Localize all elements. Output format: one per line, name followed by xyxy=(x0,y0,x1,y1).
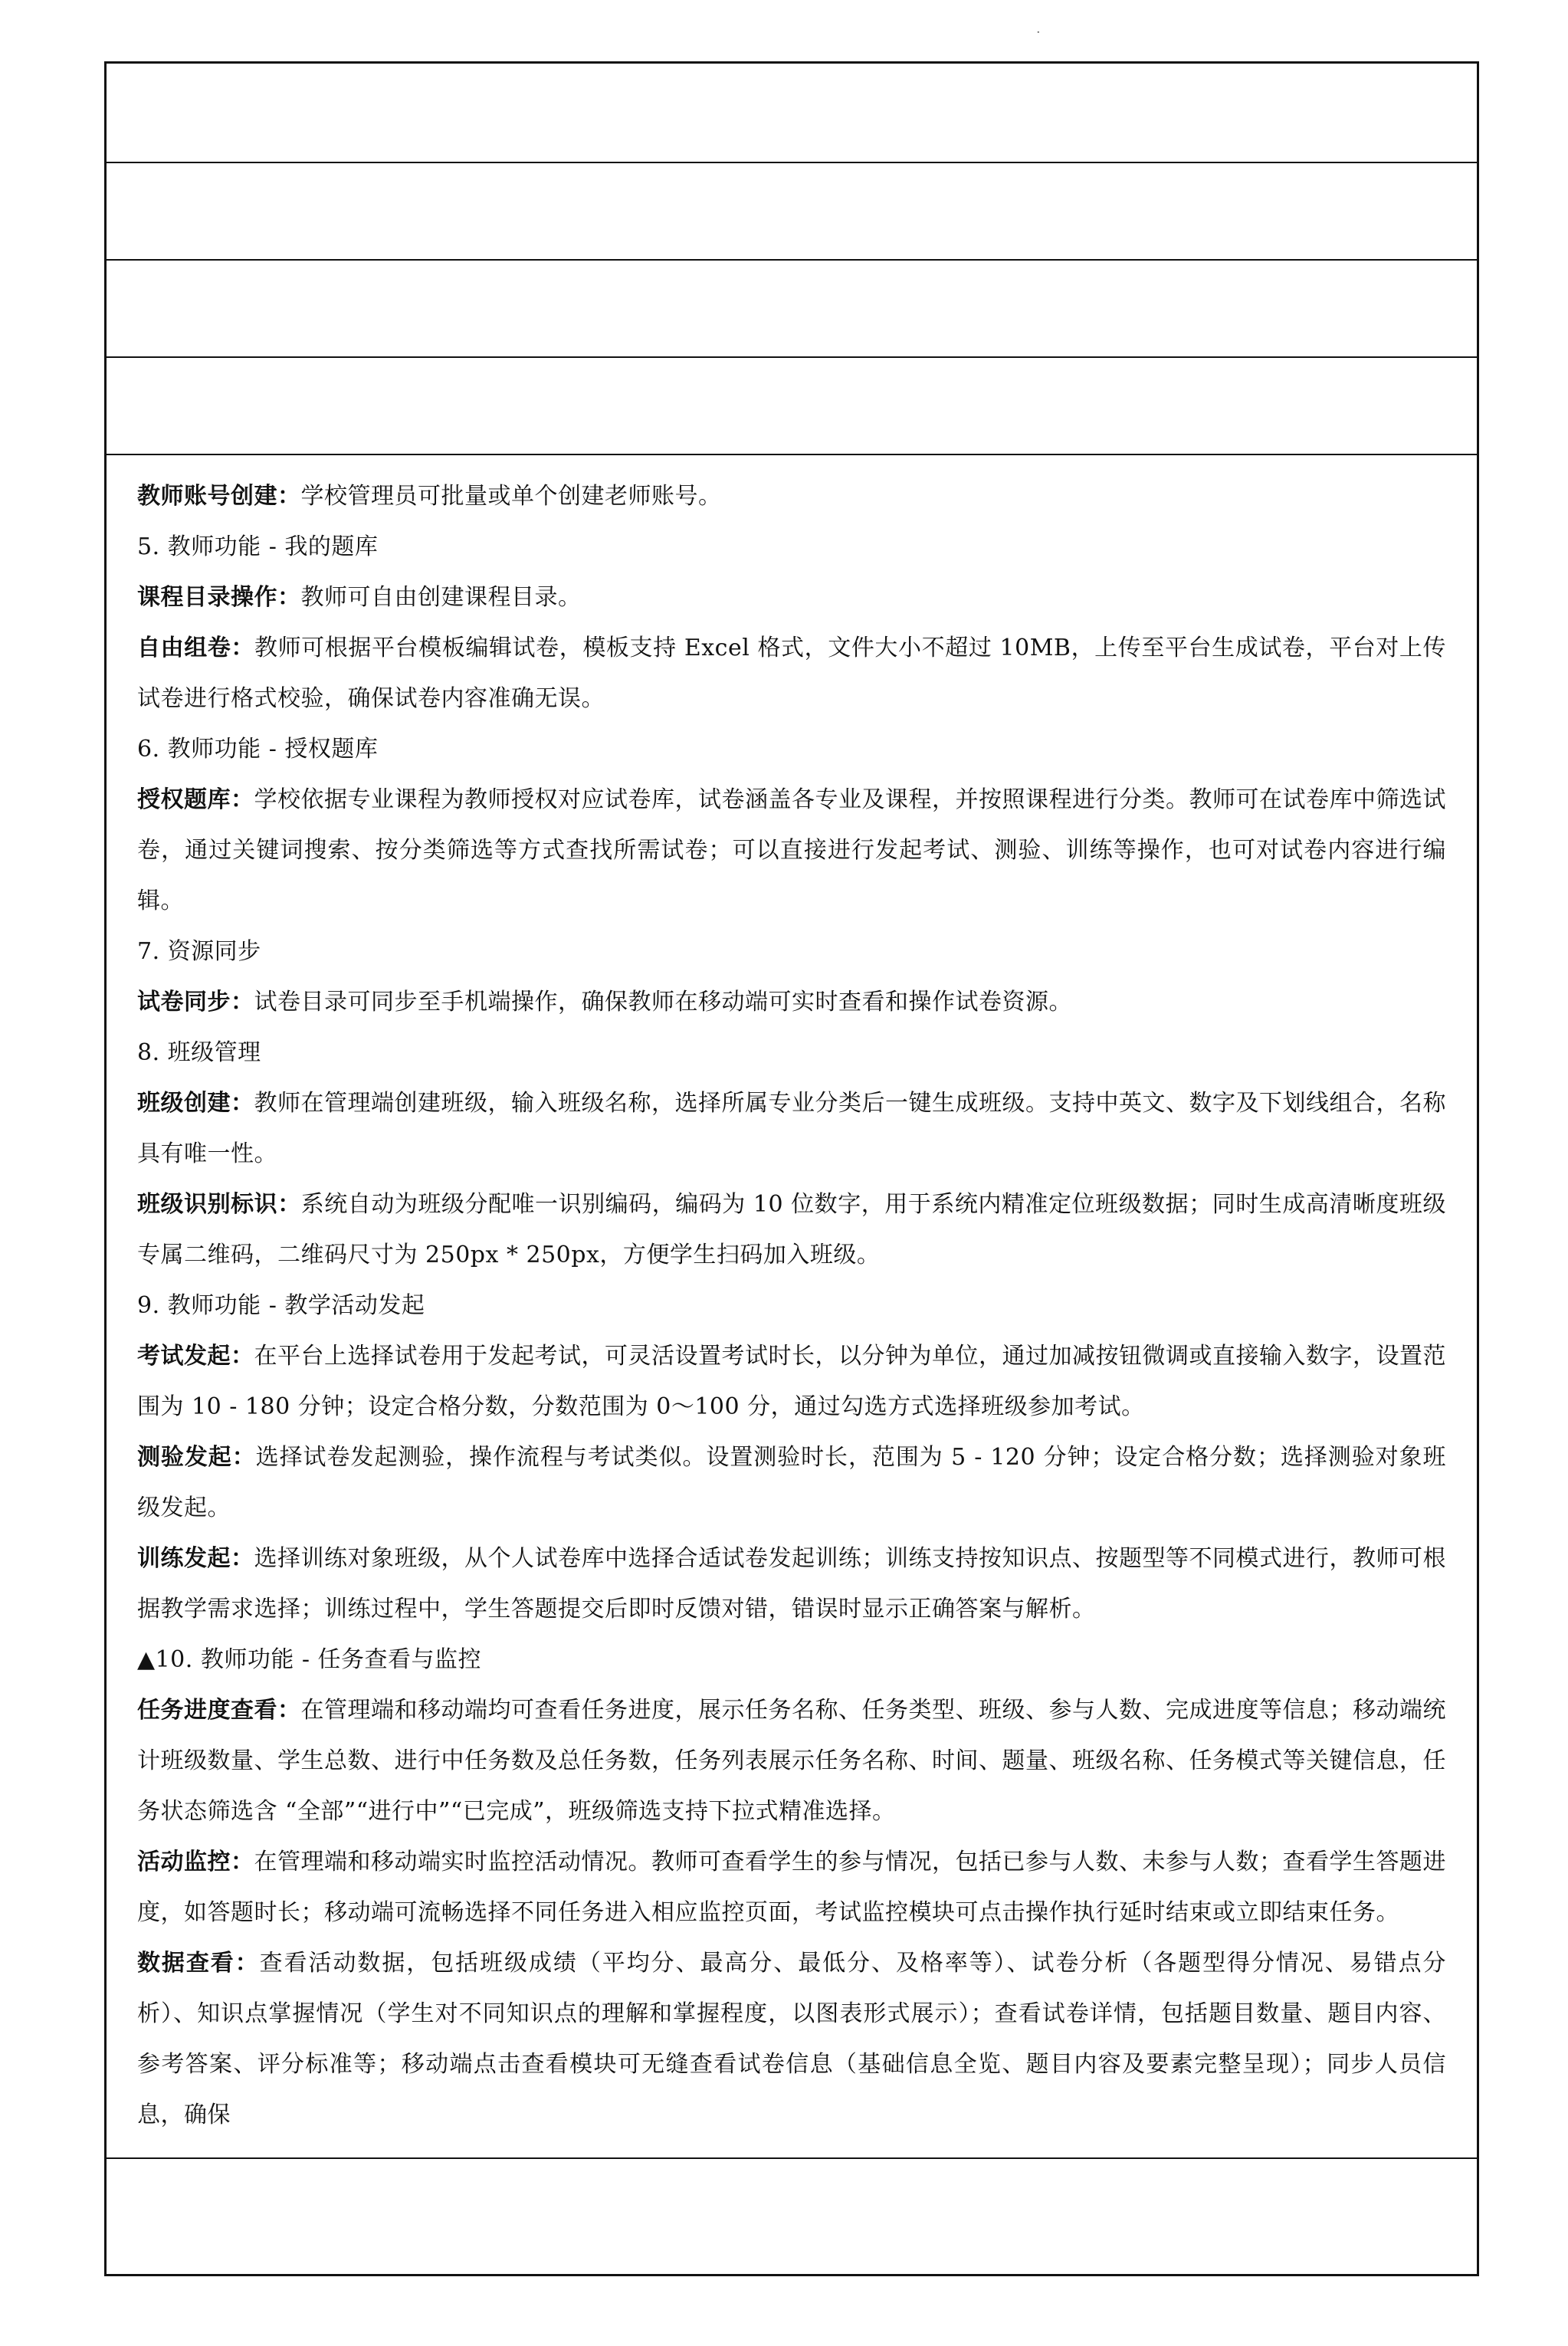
empty-rows xyxy=(107,64,1477,451)
footer-row xyxy=(107,2157,1477,2274)
paragraph xyxy=(137,1938,1446,2141)
scan-mark: · xyxy=(1036,25,1041,41)
section-heading xyxy=(137,522,1446,573)
paragraph xyxy=(137,573,1446,623)
paragraph-text: 学校依据专业课程为教师授权对应试卷库，试卷涵盖各专业及课程，并按照课程进行分类。教师可在试卷库中筛选试卷，通过关键词搜索、按分类筛选等方式查找所需试卷；可以直接进行发起考试、测验、训练等操作，也可对试卷内容进行编辑。 xyxy=(137,786,1446,914)
paragraph xyxy=(137,977,1446,1028)
paragraph-text: ▲10. 教师功能 - 任务查看与监控 xyxy=(137,1646,482,1673)
paragraph-label: 训练发起： xyxy=(137,1545,254,1572)
section-heading xyxy=(137,1028,1446,1078)
paragraph-label: 任务进度查看： xyxy=(137,1697,301,1724)
paragraph-label: 数据查看： xyxy=(137,1950,260,1977)
paragraph-label: 试卷同步： xyxy=(137,989,254,1016)
content-cell xyxy=(107,451,1477,2159)
paragraph-label: 测验发起： xyxy=(137,1444,256,1471)
paragraph-label: 授权题库： xyxy=(137,786,254,813)
paragraph-text: 在平台上选择试卷用于发起考试，可灵活设置考试时长，以分钟为单位，通过加减按钮微调或直接输入数字，设置范围为 10 - 180 分钟；设定合格分数，分数范围为 0～100 分，通过勾选方式选择班级参加考试。 xyxy=(137,1343,1446,1420)
paragraph-text: 查看活动数据，包括班级成绩（平均分、最高分、最低分、及格率等）、试卷分析（各题型得分情况、易错点分析）、知识点掌握情况（学生对不同知识点的理解和掌握程度，以图表形式展示）；查看试卷详情，包括题目数量、题目内容、参考答案、评分标准等；移动端点击查看模块可无缝查看试卷信息（基础信息全览、题目内容及要素完整呈现）；同步人员信息，确保 xyxy=(137,1950,1447,2128)
empty-row xyxy=(107,64,1477,163)
paragraph-text: 在管理端和移动端均可查看任务进度，展示任务名称、任务类型、班级、参与人数、完成进度等信息；移动端统计班级数量、学生总数、进行中任务数及总任务数，任务列表展示任务名称、时间、题量、班级名称、任务模式等关键信息，任务状态筛选含 “全部”“进行中”“已完成”，班级筛选支持下拉式精准选择。 xyxy=(137,1697,1446,1825)
paragraph-label: 自由组卷： xyxy=(137,635,254,661)
paragraph-label: 班级创建： xyxy=(137,1090,254,1117)
empty-row xyxy=(107,261,1477,358)
paragraph-text: 5. 教师功能 - 我的题库 xyxy=(137,533,379,560)
paragraph xyxy=(137,1685,1446,1837)
paragraph-label: 教师账号创建： xyxy=(137,483,301,510)
paragraph-text: 教师在管理端创建班级，输入班级名称，选择所属专业分类后一键生成班级。支持中英文、数字及下划线组合，名称具有唯一性。 xyxy=(137,1090,1446,1167)
paragraph-text: 试卷目录可同步至手机端操作，确保教师在移动端可实时查看和操作试卷资源。 xyxy=(254,989,1072,1016)
paragraph xyxy=(137,1180,1446,1281)
document-table xyxy=(104,61,1479,2276)
paragraph-label: 班级识别标识： xyxy=(137,1191,301,1218)
paragraph xyxy=(137,471,1446,522)
paragraph xyxy=(137,775,1446,927)
empty-row xyxy=(107,358,1477,455)
paragraph-text: 9. 教师功能 - 教学活动发起 xyxy=(137,1292,425,1319)
section-heading xyxy=(137,724,1446,775)
paragraph xyxy=(137,1432,1446,1534)
section-heading xyxy=(137,927,1446,977)
section-heading xyxy=(137,1281,1446,1331)
paragraph xyxy=(137,1534,1446,1635)
paragraph-text: 在管理端和移动端实时监控活动情况。教师可查看学生的参与情况，包括已参与人数、未参与人数；查看学生答题进度，如答题时长；移动端可流畅选择不同任务进入相应监控页面，考试监控模块可点击操作执行延时结束或立即结束任务。 xyxy=(137,1849,1446,1926)
paragraph-text: 选择训练对象班级，从个人试卷库中选择合适试卷发起训练；训练支持按知识点、按题型等不同模式进行，教师可根据教学需求选择；训练过程中，学生答题提交后即时反馈对错，错误时显示正确答案与解析。 xyxy=(137,1545,1446,1623)
empty-row xyxy=(107,163,1477,261)
paragraph-text: 系统自动为班级分配唯一识别编码，编码为 10 位数字，用于系统内精准定位班级数据；同时生成高清晰度班级专属二维码，二维码尺寸为 250px * 250px，方便学生扫码加入班级。 xyxy=(137,1191,1447,1268)
paragraph xyxy=(137,1837,1446,1938)
paragraph-text: 7. 资源同步 xyxy=(137,938,261,965)
paragraph xyxy=(137,623,1446,724)
paragraph-text: 学校管理员可批量或单个创建老师账号。 xyxy=(300,483,722,510)
paragraph-text: 选择试卷发起测验，操作流程与考试类似。设置测验时长，范围为 5 - 120 分钟；设定合格分数；选择测验对象班级发起。 xyxy=(137,1444,1446,1521)
paragraph xyxy=(137,1331,1446,1432)
section-heading xyxy=(137,1635,1446,1685)
paragraph-label: 活动监控： xyxy=(137,1849,254,1875)
paragraph-text: 教师可根据平台模板编辑试卷，模板支持 Excel 格式，文件大小不超过 10MB，上传至平台生成试卷，平台对上传试卷进行格式校验，确保试卷内容准确无误。 xyxy=(137,635,1447,712)
paragraph-label: 课程目录操作： xyxy=(137,584,301,611)
paragraph-label: 考试发起： xyxy=(137,1343,254,1370)
paragraph-text: 8. 班级管理 xyxy=(137,1039,261,1066)
paragraph-text: 6. 教师功能 - 授权题库 xyxy=(137,736,379,763)
paragraph xyxy=(137,1078,1446,1180)
paragraph-text: 教师可自由创建课程目录。 xyxy=(300,584,582,611)
